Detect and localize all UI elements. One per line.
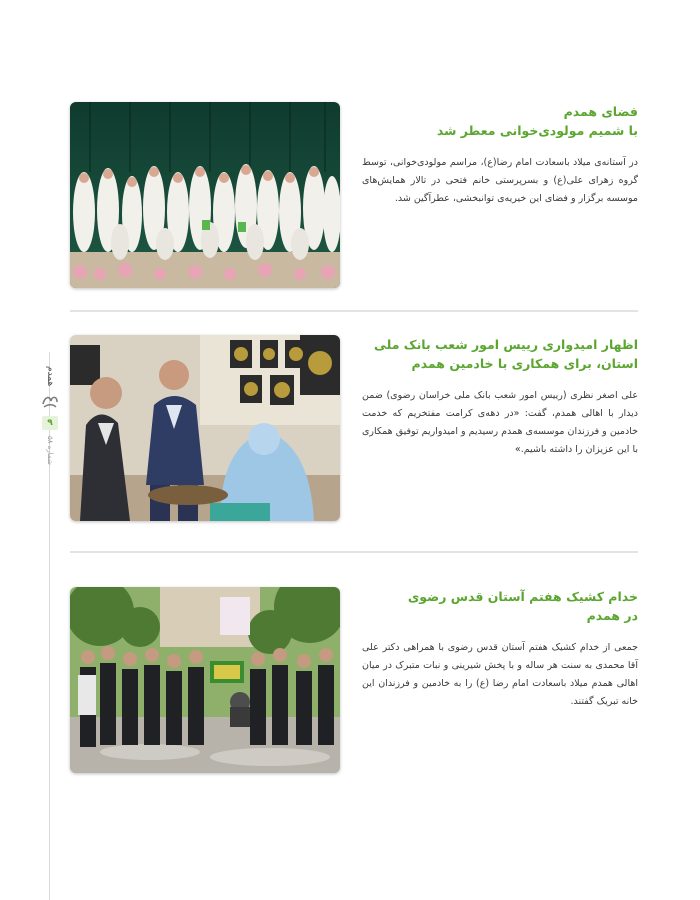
- article-3-title: [362, 587, 638, 625]
- article-1-title-line2: با شمیم مولودی‌خوانی معطر شد: [436, 123, 638, 138]
- sidebar-meta: [37, 366, 63, 465]
- issue-label: شماره ۵۸: [46, 436, 54, 466]
- article-3-body: جمعی از خدام کشیک هفتم آستان قدس رضوی با همراهی دکتر علی آقا محمدی به سنت هر ساله و با پخش شیرینی و نبات متبرک در میان اهالی همدم میلاد باسعادت امام رضا (ع) را به خادمین و فرزندان این خانه تبریک گفتند.: [362, 642, 638, 707]
- article-1-title: [362, 102, 638, 140]
- shrine-servants-group-photo-icon: [70, 587, 340, 773]
- article-3: [70, 587, 638, 773]
- article-1-body: در آستانه‌ی میلاد باسعادت امام رضا(ع)، مراسم مولودی‌خوانی، توسط گروه زهرای علی(ع) و بسرپرستی خانم فتحی در تالار همایش‌های موسسه برگزار و فضای این خیریه‌ی توانبخشی، عطرآگین شد.: [362, 157, 638, 204]
- article-1-text: [362, 102, 638, 208]
- celebration-choir-photo-icon: [70, 102, 340, 288]
- article-2: [70, 335, 638, 521]
- hamdam-logo-icon: [40, 392, 60, 410]
- article-2-text: [362, 335, 638, 459]
- article-2-title: [362, 335, 638, 373]
- article-1-photo: [70, 102, 340, 288]
- divider-2: [70, 551, 638, 553]
- article-2-body: علی اصغر نظری (رییس امور شعب بانک ملی خراسان رضوی) ضمن دیدار با اهالی همدم، گفت: «در دهه‌ی کرامت مفتخریم که خدمت خادمین و فرزندان موسسه‌ی همدم رسیدیم و امیدواریم توفیق همکاری با این عزیزان را داشته باشیم.»: [362, 390, 638, 455]
- article-3-title-line1: خدام کشیک هفتم آستان قدس رضوی: [407, 589, 638, 604]
- divider-1: [70, 310, 638, 312]
- article-2-title-line2: استان، برای همکاری با خادمین همدم: [411, 356, 638, 371]
- bank-officials-visit-photo-icon: [70, 335, 340, 521]
- article-1: [70, 102, 638, 288]
- page-number: ۹: [42, 416, 58, 430]
- article-3-text: [362, 587, 638, 711]
- article-1-title-line1: فضای همدم: [563, 104, 638, 119]
- sidebar-section-label: همدم: [45, 366, 55, 387]
- article-2-photo: [70, 335, 340, 521]
- article-3-title-line2: در همدم: [586, 608, 638, 623]
- article-2-title-line1: اظهار امیدواری رییس امور شعب بانک ملی: [373, 337, 638, 352]
- article-3-photo: [70, 587, 340, 773]
